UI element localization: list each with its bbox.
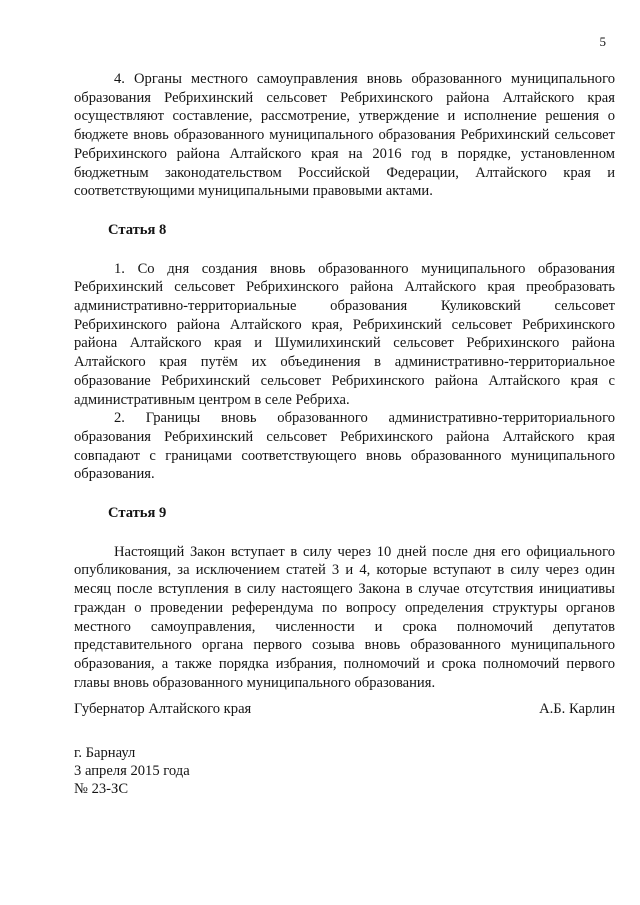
article-8-paragraph-2: 2. Границы вновь образованного административно-территориального образования Ребрихинский сельсовет Ребрихинского района Алтайского края совпадают с границами соответствующего вновь образованного муниципального образования. — [74, 410, 615, 483]
date: 3 апреля 2015 года — [74, 763, 190, 779]
article-9-paragraph-1: Настоящий Закон вступает в силу через 10 дней после дня его официального опубликования, за исключением статей 3 и 4, которые вступают в силу через один месяц после вступления в силу настоящего Закона в случае отсутствия инициативы граждан о проведении референдума по вопросу определения структуры органов местного самоуправления, численности и срока полномочий депутатов представительного органа первого созыва вновь образованного муниципального образования, а также порядка избрания, полномочий и срока полномочий первого главы вновь образованного муниципального образования. — [74, 543, 615, 691]
paragraph-4: 4. Органы местного самоуправления вновь образованного муниципального образования Ребрихинский сельсовет Ребрихинского района Алтайского края осуществляют составление, рассмотрение, утверждение и исполнение решения о бюджете вновь образованного муниципального образования Ребрихинский сельсовет Ребрихинского района Алтайского края на 2016 год в порядке, установленном бюджетным законодательством Российской Федерации, Алтайского края и соответствующими муниципальными правовыми актами. — [74, 71, 615, 200]
document-body — [74, 70, 615, 692]
place-date-block — [74, 744, 190, 798]
article-8-paragraph-1: 1. Со дня создания вновь образованного муниципального образования Ребрихинский сельсовет Ребрихинского района Алтайского края преобразовать административно-территориальные образования Куликовский сельсовет Ребрихинского района Алтайского края, Ребрихинский сельсовет Ребрихинского района Алтайского края и Шумилихинский сельсовет Ребрихинского района Алтайского края путём их объединения в административно-территориальное образование Ребрихинский сельсовет Ребрихинского района Алтайского края с административным центром в селе Ребриха. — [74, 260, 615, 408]
article-9-title: Статья 9 — [108, 505, 167, 522]
signatory-name: А.Б. Карлин — [539, 701, 615, 717]
signature-block — [74, 700, 615, 718]
law-number: № 23-ЗС — [74, 781, 129, 797]
city: г. Барнаул — [74, 745, 136, 761]
article-8-title: Статья 8 — [108, 221, 167, 238]
signatory-title: Губернатор Алтайского края — [74, 701, 252, 717]
page-number: 5 — [599, 34, 606, 49]
